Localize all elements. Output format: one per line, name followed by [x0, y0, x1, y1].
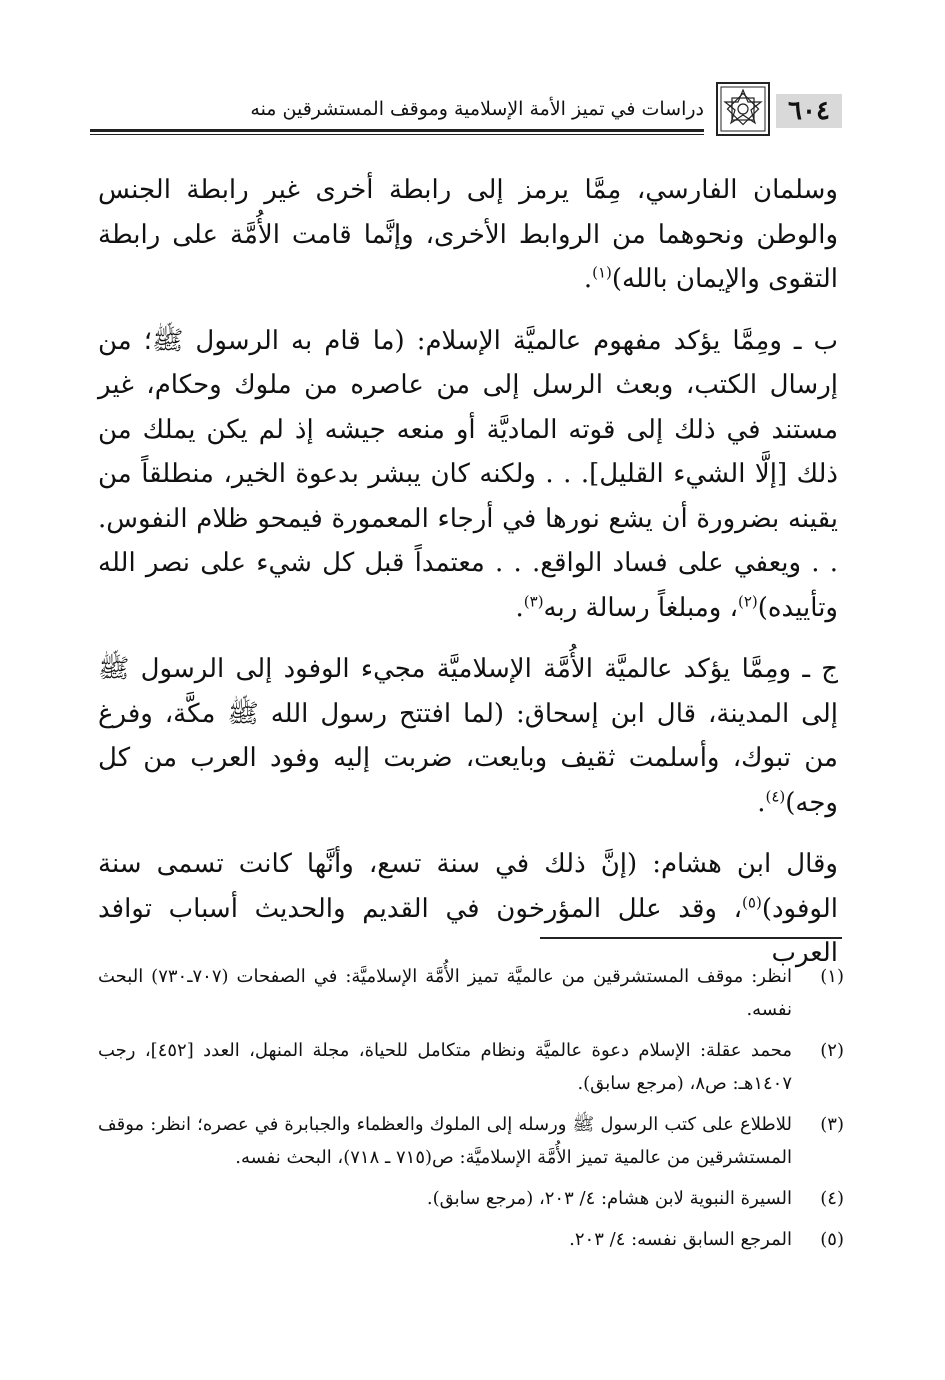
paragraph-1: [98, 168, 838, 302]
footnote-1: [98, 960, 844, 1026]
paragraph-tail: ، وقد علل المؤرخون في القديم والحديث أسباب توافد العرب: [98, 893, 838, 968]
paragraph-4: [98, 842, 838, 976]
footnote-number: (٢): [820, 1040, 844, 1061]
footnote-number: (١): [820, 966, 844, 987]
geometric-star-ornament-icon: [716, 82, 770, 136]
header-rule-thin: [90, 134, 704, 135]
footnote-number: (٥): [820, 1229, 844, 1250]
footnote-ref: (٤): [765, 786, 786, 805]
footnote-5: [98, 1223, 844, 1256]
footnote-text: السيرة النبوية لابن هشام: ٤/ ٢٠٣، (مرجع سابق).: [426, 1188, 792, 1209]
footnotes: [98, 960, 844, 1264]
footnote-ref: (٣): [523, 591, 544, 610]
paragraph-tail: .: [757, 787, 766, 818]
paragraph-mid: ، ومبلغاً رسالة ربه: [543, 592, 738, 623]
paragraph-3: [98, 647, 838, 825]
footnote-ref: (٥): [742, 892, 762, 911]
footnote-text: انظر: موقف المستشرقين من عالميَّة تميز الأُمَّة الإسلاميَّة: في الصفحات (٧٠٧ـ٧٣٠) البحث نفسه.: [98, 966, 792, 1020]
footnote-text: للاطلاع على كتب الرسول ﷺ ورسله إلى الملوك والعظماء والجبابرة في عصره؛ انظر: موقف المستشرقين من عالمية تميز الأُمَّة الإسلاميَّة: ص(٧١٥ ـ ٧١٨)، البحث نفسه.: [98, 1114, 792, 1168]
footnote-number: (٣): [820, 1114, 844, 1135]
paragraph-text: ب ـ ومِمَّا يؤكد مفهوم عالميَّة الإسلام: (ما قام به الرسول ﷺ؛ من إرسال الكتب، وبعث الرسل إلى من عاصره من ملوك وحكام، غير مستند في ذلك إلى قوته الماديَّة أو منعه جيشه إذ لم يكن يملك من ذلك [إلَّا الشيء القليل]. . . ولكنه كان يبشر بدعوة الخير، منطلقاً من يقينه بضرورة أن يشع نورها في أرجاء المعمورة فيمحو ظلام النفوس. . . ويعفي على فساد الواقع. . . معتمداً قبل كل شيء على نصر الله وتأييده): [98, 325, 838, 623]
footnote-separator: [540, 937, 842, 939]
paragraph-2: [98, 319, 838, 631]
paragraph-text: ج ـ ومِمَّا يؤكد عالميَّة الأُمَّة الإسلاميَّة مجيء الوفود إلى الرسول ﷺ إلى المدينة، قال ابن إسحاق: (لما افتتح رسول الله ﷺ مكَّة، وفرغ من تبوك، وأسلمت ثقيف وبايعت، ضربت إليه وفود العرب من كل وجه): [98, 654, 838, 818]
page-header: [90, 82, 842, 142]
header-rule: [90, 129, 704, 132]
footnote-text: المرجع السابق نفسه: ٤/ ٢٠٣.: [569, 1229, 792, 1250]
footnote-number: (٤): [820, 1188, 844, 1209]
paragraph-tail: .: [583, 264, 593, 294]
footnote-2: [98, 1034, 844, 1100]
page-number: ٦٠٤: [776, 94, 842, 128]
footnote-text: محمد عقلة: الإسلام دعوة عالميَّة ونظام متكامل للحياة، مجلة المنهل، العدد [٤٥٢]، رجب ١٤٠٧هـ: ص٨، (مرجع سابق).: [98, 1040, 792, 1094]
paragraph-text: وسلمان الفارسي، مِمَّا يرمز إلى رابطة أخرى غير رابطة الجنس والوطن ونحوهما من الروابط الأخرى، وإنَّما قامت الأُمَّة على رابطة التقوى والإيمان بالله): [98, 175, 838, 294]
paragraph-text: وقال ابن هشام: (إنَّ ذلك في سنة تسع، وأنَّها كانت تسمى سنة الوفود): [98, 849, 838, 924]
footnote-ref: (٢): [738, 591, 758, 610]
paragraph-tail: .: [515, 592, 524, 623]
footnote-ref: (١): [592, 263, 612, 282]
main-text: [98, 168, 838, 993]
footnote-3: [98, 1108, 844, 1174]
footnote-4: [98, 1182, 844, 1215]
running-title: دراسات في تميز الأمة الإسلامية وموقف المستشرقين منه: [250, 98, 704, 120]
